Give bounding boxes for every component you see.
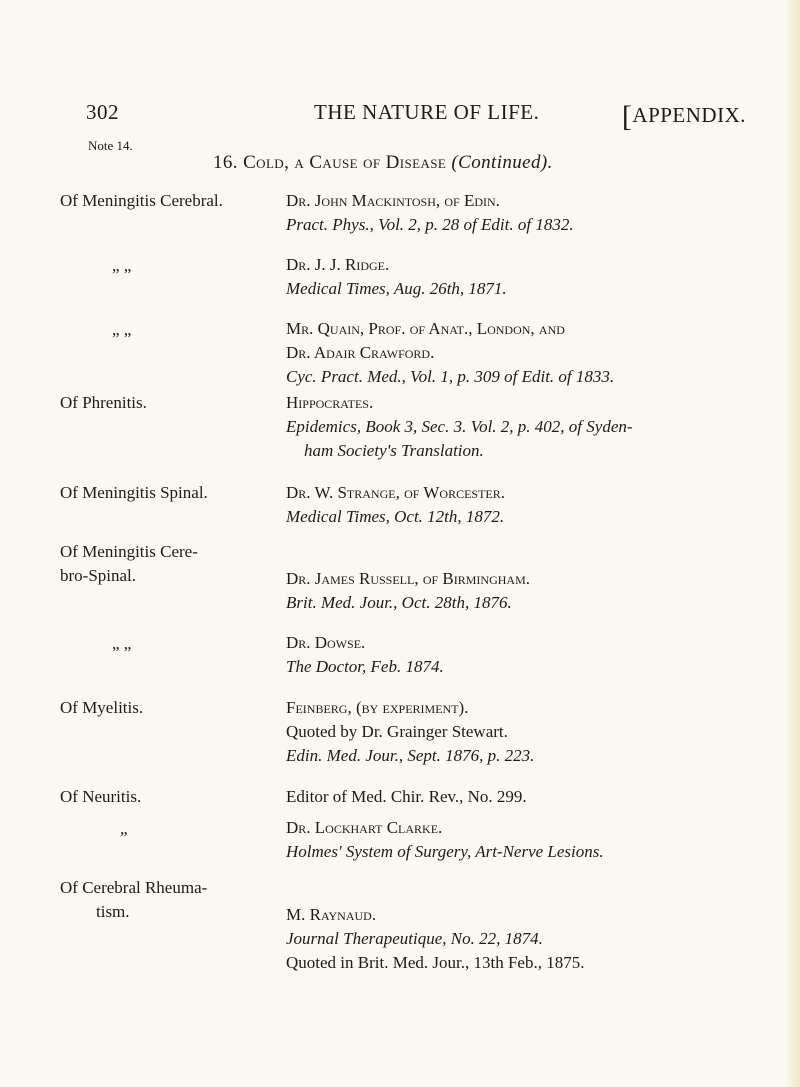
- ditto-mark: „ „: [112, 320, 132, 339]
- entry-label: Of Meningitis Spinal.: [60, 483, 208, 502]
- entry-authority: Quoted by Dr. Grainger Stewart.: [286, 722, 508, 741]
- entry-citation: Pract. Phys., Vol. 2, p. 28 of Edit. of 1832.: [286, 215, 574, 234]
- entry-label: tism.: [96, 902, 130, 921]
- section-title: 16. Cold, a Cause of Disease (Continued).: [213, 152, 553, 173]
- entry-citation: Journal Therapeutique, No. 22, 1874.: [286, 929, 543, 948]
- entry-authority: Hippocrates.: [286, 393, 374, 412]
- entry-authority: Dr. James Russell, of Birmingham.: [286, 569, 531, 588]
- entry-label: Of Phrenitis.: [60, 393, 147, 412]
- entry-authority: Dr. W. Strange, of Worcester.: [286, 483, 505, 502]
- entry-authority: Dr. Dowse.: [286, 633, 366, 652]
- margin-note: Note 14.: [88, 138, 133, 153]
- entry-label: Of Meningitis Cerebral.: [60, 191, 223, 210]
- entry-label: Of Myelitis.: [60, 698, 144, 717]
- entry-label: Of Meningitis Cere-: [60, 542, 198, 561]
- entry-label: Of Neuritis.: [60, 787, 142, 806]
- entry-label: Of Cerebral Rheuma-: [60, 878, 208, 897]
- entry-authority: Dr. Adair Crawford.: [286, 343, 435, 362]
- entry-authority: Dr. Lockhart Clarke.: [286, 818, 443, 837]
- ditto-mark: „: [120, 819, 128, 838]
- entry-authority: M. Raynaud.: [286, 905, 377, 924]
- ditto-mark: „ „: [112, 256, 132, 275]
- entry-label: bro-Spinal.: [60, 566, 137, 585]
- running-section: [APPENDIX.: [621, 100, 746, 133]
- entry-citation: Quoted in Brit. Med. Jour., 13th Feb., 1875.: [286, 953, 585, 972]
- entry-authority: Feinberg, (by experiment).: [286, 698, 469, 717]
- running-title: THE NATURE OF LIFE.: [314, 100, 540, 124]
- entry-citation: Medical Times, Oct. 12th, 1872.: [286, 507, 505, 526]
- entry-citation: Medical Times, Aug. 26th, 1871.: [286, 279, 507, 298]
- entry-authority: Mr. Quain, Prof. of Anat., London, and: [286, 319, 565, 338]
- page-edge-stain: [786, 0, 800, 1087]
- ditto-mark: „ „: [112, 634, 132, 653]
- entry-authority: Dr. J. J. Ridge.: [286, 255, 390, 274]
- entry-citation: Brit. Med. Jour., Oct. 28th, 1876.: [286, 593, 512, 612]
- running-header: [86, 100, 746, 132]
- entry-citation: Editor of Med. Chir. Rev., No. 299.: [286, 787, 527, 806]
- entry-citation: Edin. Med. Jour., Sept. 1876, p. 223.: [286, 746, 535, 765]
- entry-citation: Holmes' System of Surgery, Art-Nerve Lesions.: [286, 842, 604, 861]
- entry-citation: Epidemics, Book 3, Sec. 3. Vol. 2, p. 402, of Syden-: [286, 417, 633, 436]
- entry-citation: ham Society's Translation.: [304, 441, 484, 460]
- entry-citation: Cyc. Pract. Med., Vol. 1, p. 309 of Edit. of 1833.: [286, 367, 615, 386]
- entry-authority: Dr. John Mackintosh, of Edin.: [286, 191, 500, 210]
- entry-citation: The Doctor, Feb. 1874.: [286, 657, 444, 676]
- page-number: 302: [86, 100, 119, 124]
